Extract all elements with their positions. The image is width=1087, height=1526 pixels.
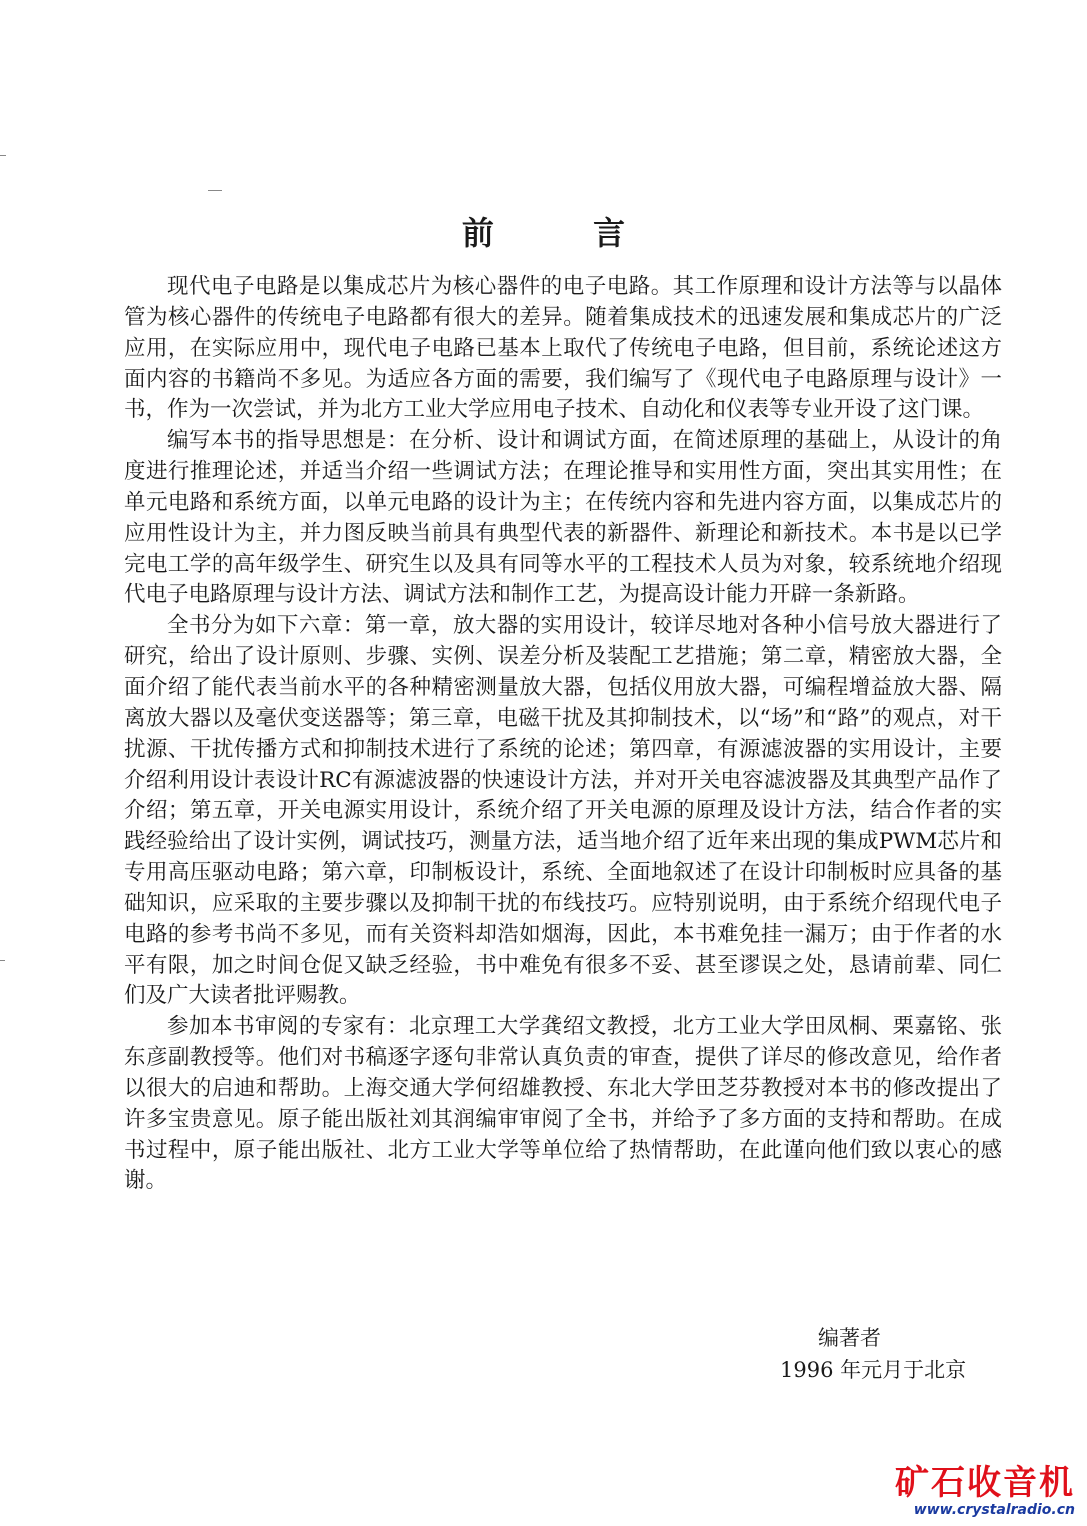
paragraph-1: 现代电子电路是以集成芯片为核心器件的电子电路。其工作原理和设计方法等与以晶体管为核心器件的传统电子电路都有很大的差异。随着集成技术的迅速发展和集成芯片的广泛应用，在实际应用中，现代电子电路已基本上取代了传统电子电路，但目前，系统论述这方面内容的书籍尚不多见。为适应各方面的需要，我们编写了《现代电子电路原理与设计》一书，作为一次尝试，并为北方工业大学应用电子技术、自动化和仪表等专业开设了这门课。 [124, 274, 1002, 423]
signature-block [780, 1322, 966, 1386]
scan-speck [208, 190, 222, 191]
preface-body [124, 272, 1002, 1197]
page-title: 前 言 [461, 214, 670, 252]
site-watermark [895, 1464, 1075, 1518]
scan-speck [0, 155, 6, 156]
signature-author: 编著者 [818, 1326, 881, 1350]
signature-date: 1996 年元月于北京 [780, 1358, 967, 1382]
watermark-title: 矿石收音机 [895, 1463, 1075, 1503]
watermark-url: www.crystalradio.cn [913, 1502, 1075, 1518]
paragraph-4: 参加本书审阅的专家有：北京理工大学龚绍文教授，北方工业大学田凤桐、栗嘉铭、张东彦副教授等。他们对书稿逐字逐句非常认真负责的审查，提供了详尽的修改意见，给作者以很大的启迪和帮助。上海交通大学何绍雄教授、东北大学田芝芬教授对本书的修改提出了许多宝贵意见。原子能出版社刘其润编审审阅了全书，并给予了多方面的支持和帮助。在成书过程中，原子能出版社、北方工业大学等单位给了热情帮助，在此谨向他们致以衷心的感谢。 [124, 1014, 1002, 1194]
paragraph-3: 全书分为如下六章：第一章，放大器的实用设计，较详尽地对各种小信号放大器进行了研究，给出了设计原则、步骤、实例、误差分析及装配工艺措施；第二章，精密放大器，全面介绍了能代表当前水平的各种精密测量放大器，包括仪用放大器，可编程增益放大器、隔离放大器以及毫伏变送器等；第三章，电磁干扰及其抑制技术，以“场”和“路”的观点，对干扰源、干扰传播方式和抑制技术进行了系统的论述；第四章，有源滤波器的实用设计，主要介绍利用设计表设计RC有源滤波器的快速设计方法，并对开关电容滤波器及其典型产品作了介绍；第五章，开关电源实用设计，系统介绍了开关电源的原理及设计方法，结合作者的实践经验给出了设计实例，调试技巧，测量方法，适当地介绍了近年来出现的集成PWM芯片和专用高压驱动电路；第六章，印制板设计，系统、全面地叙述了在设计印制板时应具备的基础知识，应采取的主要步骤以及抑制干扰的布线技巧。应特别说明，由于系统介绍现代电子电路的参考书尚不多见，而有关资料却浩如烟海，因此，本书难免挂一漏万；由于作者的水平有限，加之时间仓促又缺乏经验，书中难免有很多不妥、甚至谬误之处，恳请前辈、同仁们及广大读者批评赐教。 [124, 613, 1002, 1009]
scan-speck [0, 960, 5, 961]
paragraph-2: 编写本书的指导思想是：在分析、设计和调试方面，在简述原理的基础上，从设计的角度进行推理论述，并适当介绍一些调试方法；在理论推导和实用性方面，突出其实用性；在单元电路和系统方面，以单元电路的设计为主；在传统内容和先进内容方面，以集成芯片的应用性设计为主，并力图反映当前具有典型代表的新器件、新理论和新技术。本书是以已学完电工学的高年级学生、研究生以及具有同等水平的工程技术人员为对象，较系统地介绍现代电子电路原理与设计方法、调试方法和制作工艺，为提高设计能力开辟一条新路。 [124, 428, 1002, 608]
